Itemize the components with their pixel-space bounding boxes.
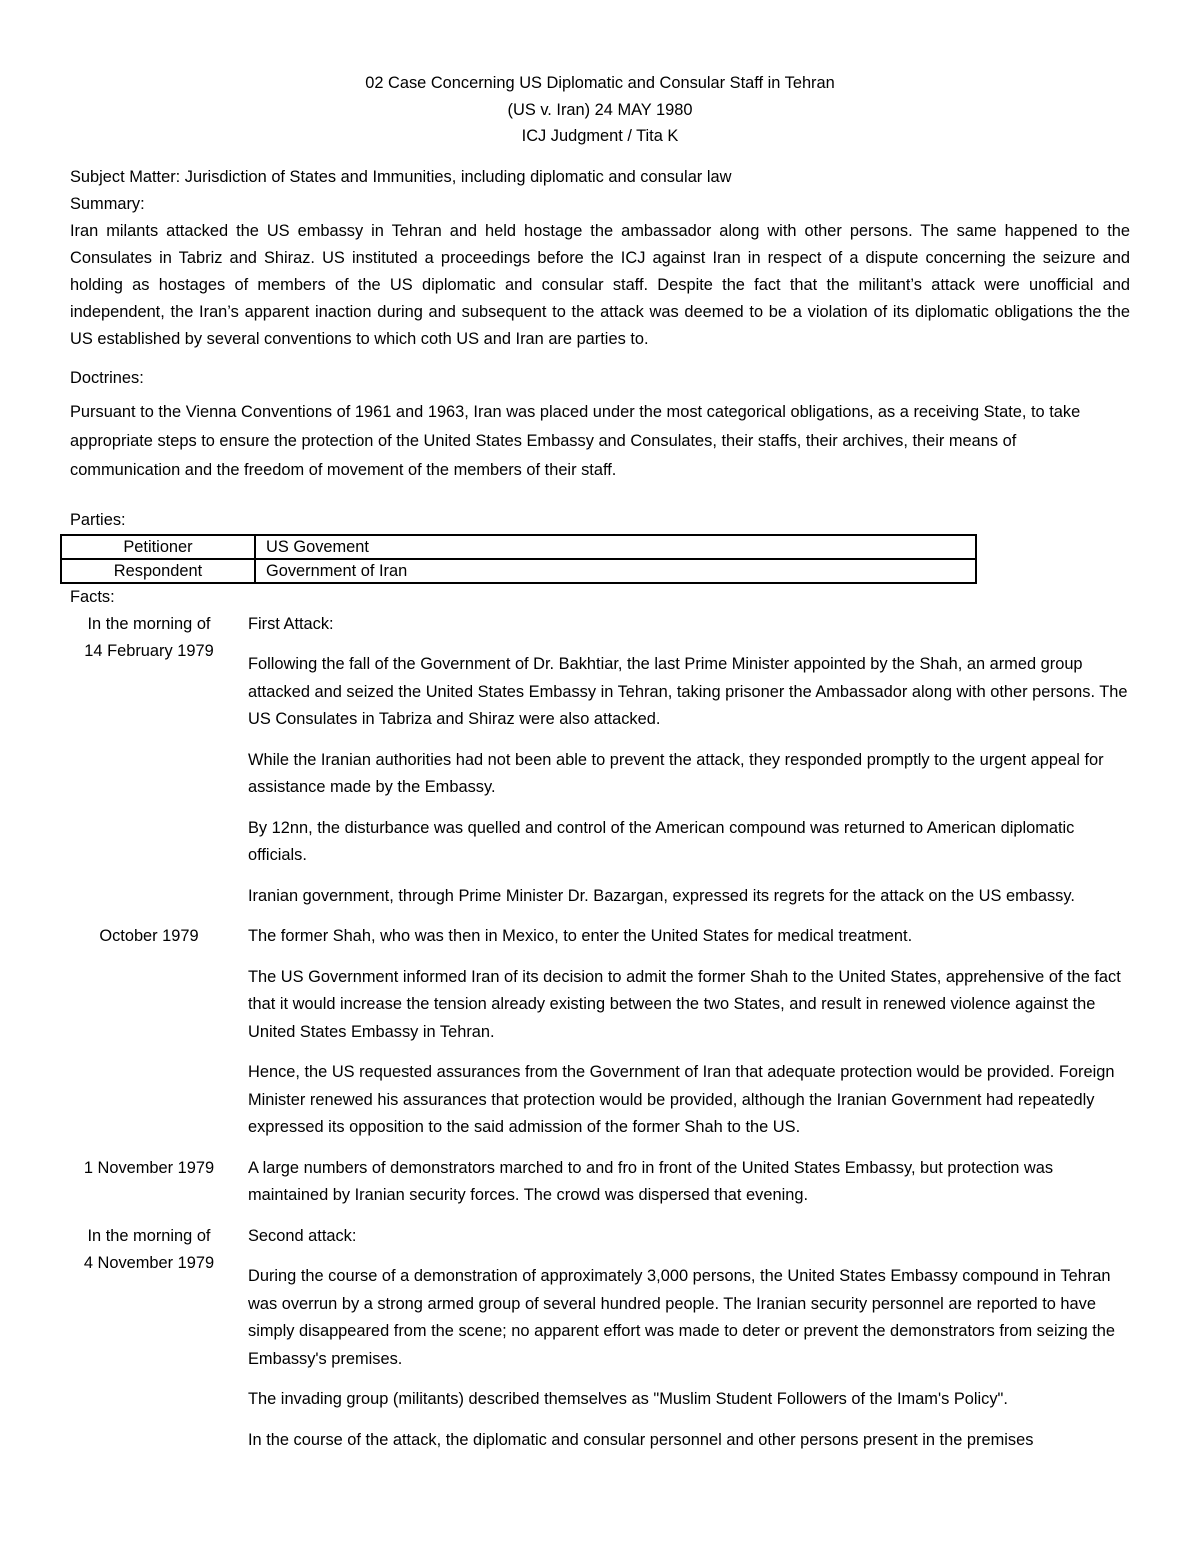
title-line-author: ICJ Judgment / Tita K [521,127,679,145]
fact-date [70,611,228,924]
fact-paragraph: The US Government informed Iran of its decision to admit the former Shah to the United States, apprehensive of the fact that it would increase the tension already existing between the two States, and result in renewed violence against the United States Embassy in Tehran. [248,967,1121,1041]
fact-body [228,611,1130,924]
fact-paragraph: Hence, the US requested assurances from the Government of Iran that adequate protection would be provided. Foreign Minister renewed his assurances that protection would be provided, although the Iranian Government had repeatedly expressed its opposition to the said admission of the former Shah to the US. [248,1063,1115,1136]
table-row [61,559,976,583]
document-title [70,70,1130,150]
fact-entry-oct-1979 [70,923,1130,1155]
title-line-parties-date: (US v. Iran) 24 MAY 1980 [507,100,693,119]
document-page [70,70,1130,1467]
parties-table [60,534,977,584]
facts-heading: Facts: [70,587,115,606]
fact-paragraph: During the course of a demonstration of approximately 3,000 persons, the United States Embassy compound in Tehran was overrun by a strong armed group of several hundred people. The Iranian security personnel are reported to have simply disappeared from the scene; no apparent effort was made to deter or prevent the demonstrators from seizing the Embassy's premises. [248,1267,1116,1368]
fact-paragraph: The invading group (militants) described themselves as "Muslim Student Followers of the Imam's Policy". [248,1390,1008,1408]
fact-date-line: 4 November 1979 [83,1253,215,1272]
fact-paragraph: First Attack: [248,614,334,633]
fact-paragraph: In the course of the attack, the diplomatic and consular personnel and other persons present in the premises [248,1430,1034,1449]
fact-date-line: In the morning of [87,614,211,633]
fact-body [228,923,1130,1155]
subject-matter: Subject Matter: Jurisdiction of States and Immunities, including diplomatic and consular law [70,167,732,186]
parties-heading: Parties: [70,510,126,529]
fact-date-line: 1 November 1979 [83,1158,215,1177]
table-row [61,535,976,559]
fact-entry-4-nov-1979 [70,1223,1130,1468]
petitioner-value: US Govement [255,535,976,559]
respondent-value: Government of Iran [255,559,976,583]
fact-date [70,1223,228,1468]
petitioner-label: Petitioner [61,535,255,559]
fact-date [70,923,228,1155]
title-line-case-name: 02 Case Concerning US Diplomatic and Consular Staff in Tehran [365,74,835,92]
fact-paragraph: Second attack: [248,1226,357,1245]
fact-date-line: In the morning of [87,1226,211,1245]
summary-text: Iran milants attacked the US embassy in Tehran and held hostage the ambassador along with other persons. The same happened to the Consulates in Tabriz and Shiraz. US instituted a proceedings before the ICJ against Iran in respect of a dispute concerning the seizure and holding as hostages of members of the US diplomatic and consular staff. Despite the fact that the militant’s attack were unofficial and independent, the Iran’s apparent inaction during and subsequent to the attack was deemed to be a violation of its diplomatic obligations the the US established by several conventions to which coth US and Iran are parties to. [70,221,1130,348]
fact-paragraph: Iranian government, through Prime Minister Dr. Bazargan, expressed its regrets for the attack on the US embassy. [248,886,1075,905]
fact-date-line: October 1979 [99,927,199,945]
fact-paragraph: The former Shah, who was then in Mexico, to enter the United States for medical treatment. [248,927,913,945]
fact-date-line: 14 February 1979 [84,641,214,660]
fact-body [228,1155,1130,1223]
respondent-label: Respondent [61,559,255,583]
fact-paragraph: While the Iranian authorities had not been able to prevent the attack, they responded promptly to the urgent appeal for assistance made by the Embassy. [248,750,1104,796]
doctrines-heading: Doctrines: [70,368,144,387]
doctrines-text: Pursuant to the Vienna Conventions of 1961 and 1963, Iran was placed under the most categorical obligations, as a receiving State, to take appropriate steps to ensure the protection of the United States Embassy and Consulates, their staffs, their archives, their means of communication and the freedom of movement of the members of their staff. [70,402,1081,479]
fact-date [70,1155,228,1223]
fact-body [228,1223,1130,1468]
fact-paragraph: By 12nn, the disturbance was quelled and control of the American compound was returned to American diplomatic officials. [248,818,1075,864]
fact-paragraph: Following the fall of the Government of Dr. Bakhtiar, the last Prime Minister appointed by the Shah, an armed group attacked and seized the United States Embassy in Tehran, taking prisoner the Ambassador along with other persons. The US Consulates in Tabriza and Shiraz were also attacked. [248,655,1128,728]
fact-entry-feb-1979 [70,611,1130,924]
fact-paragraph: A large numbers of demonstrators marched to and fro in front of the United States Embassy, but protection was maintained by Iranian security forces. The crowd was dispersed that evening. [248,1158,1054,1204]
summary-heading: Summary: [70,194,145,213]
fact-entry-1-nov-1979 [70,1155,1130,1223]
